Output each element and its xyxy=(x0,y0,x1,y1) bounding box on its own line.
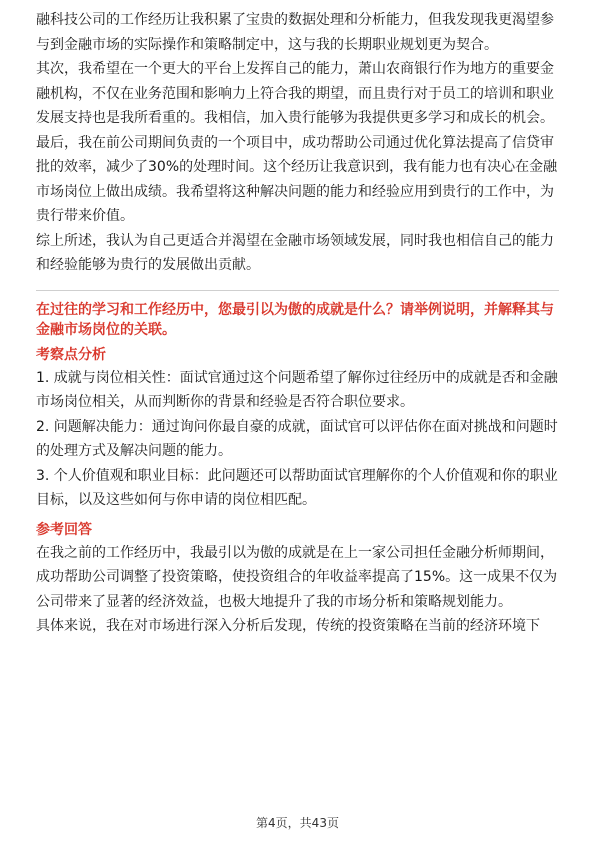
reference-paragraph: 具体来说，我在对市场进行深入分析后发现，传统的投资策略在当前的经济环境下 xyxy=(36,618,540,634)
analysis-heading: 考察点分析 xyxy=(36,346,106,363)
body-paragraph: 综上所述，我认为自己更适合并渴望在金融市场领域发展，同时我也相信自己的能力和经验能够为贵行的发展做出贡献。 xyxy=(36,232,554,273)
body-paragraph: 其次，我希望在一个更大的平台上发挥自己的能力，萧山农商银行作为地方的重要金融机构，不仅在业务范围和影响力上符合我的期望，而且贵行对于员工的培训和职业发展支持也是我所看重的。我相信，加入贵行能够为我提供更多学习和成长的机会。 xyxy=(36,61,554,126)
analysis-item: 3. 个人价值观和职业目标：此问题还可以帮助面试官理解你的个人价值观和你的职业目标，以及这些如何与你申请的岗位相匹配。 xyxy=(36,467,558,508)
interview-question: 在过往的学习和工作经历中，您最引以为傲的成就是什么？请举例说明，并解释其与金融市场岗位的关联。 xyxy=(36,301,554,338)
page-content xyxy=(36,8,559,639)
analysis-item: 1. 成就与岗位相关性：面试官通过这个问题希望了解你过往经历中的成就是否和金融市场岗位相关，从而判断你的背景和经验是否符合职位要求。 xyxy=(36,369,558,410)
body-paragraph: 融科技公司的工作经历让我积累了宝贵的数据处理和分析能力，但我发现我更渴望参与到金融市场的实际操作和策略制定中，这与我的长期职业规划更为契合。 xyxy=(36,12,554,53)
body-paragraph: 最后，我在前公司期间负责的一个项目中，成功帮助公司通过优化算法提高了信贷审批的效率，减少了30%的处理时间。这个经历让我意识到，我有能力也有决心在金融市场岗位上做出成绩。我希望将这种解决问题的能力和经验应用到贵行的工作中，为贵行带来价值。 xyxy=(36,134,558,224)
analysis-item: 2. 问题解决能力：通过询问你最自豪的成就，面试官可以评估你在面对挑战和问题时的处理方式及解决问题的能力。 xyxy=(36,418,558,459)
reference-paragraph: 在我之前的工作经历中，我最引以为傲的成就是在上一家公司担任金融分析师期间，成功帮助公司调整了投资策略，使投资组合的年收益率提高了15%。这一成果不仅为公司带来了显著的经济效益，也极大地提升了我的市场分析和策略规划能力。 xyxy=(36,544,558,610)
page-number: 第4页，共43页 xyxy=(256,816,339,830)
section-divider xyxy=(36,290,559,291)
reference-heading: 参考回答 xyxy=(36,521,92,538)
